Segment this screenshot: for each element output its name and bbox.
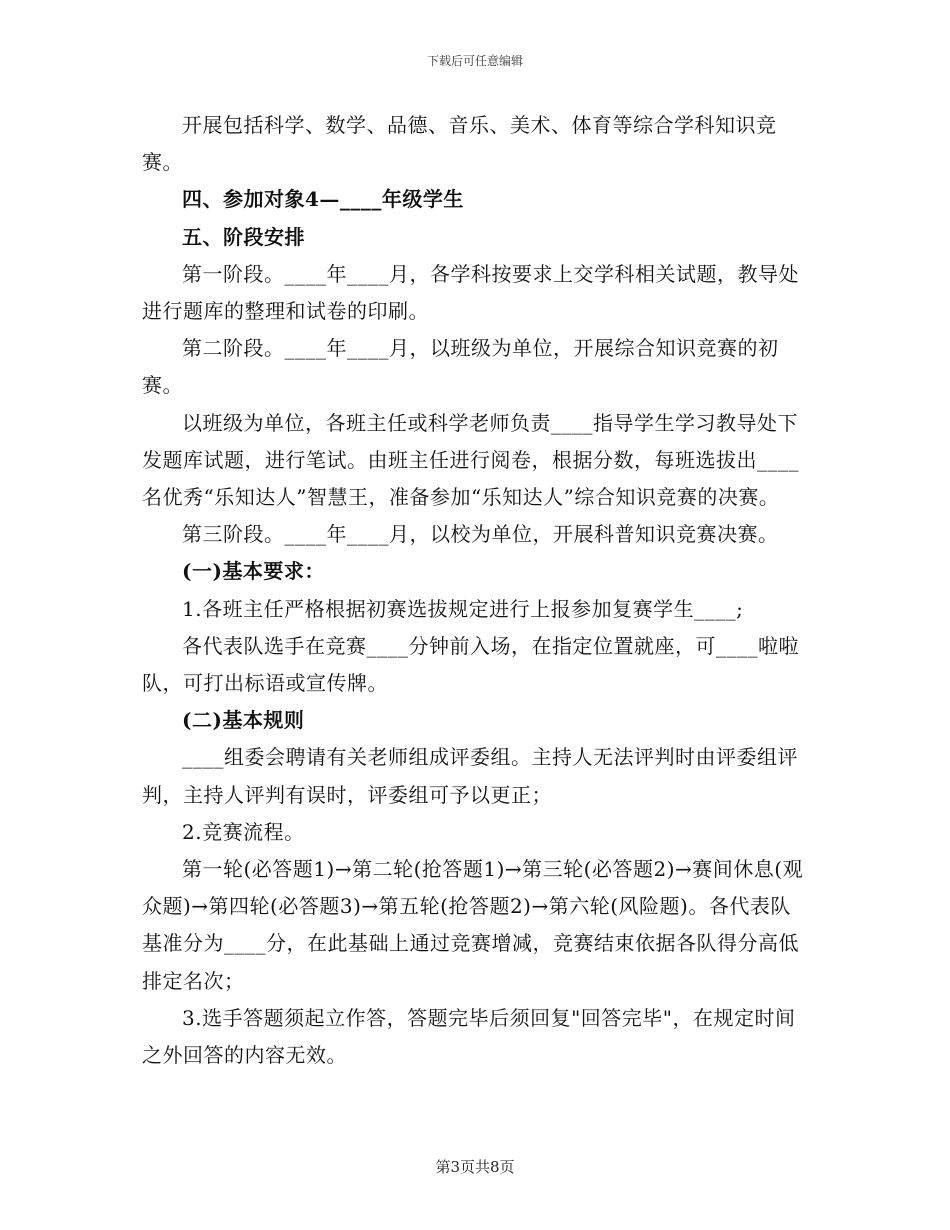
paragraph-requirement-one: 1.各班主任严格根据初赛选拔规定进行上报参加复赛学生____; bbox=[182, 596, 744, 621]
paragraph-stage-one: 第一阶段。____年____月，各学科按要求上交学科相关试题，教导处进行题库的整理和试卷的印刷。 bbox=[142, 261, 799, 324]
paragraph-answer-rule: 3.选手答题须起立作答，答题完毕后须回复"回答完毕"，在规定时间之外回答的内容无效。 bbox=[142, 1005, 796, 1068]
page-footer: 第3页共8页 bbox=[435, 1158, 515, 1176]
document-body bbox=[142, 107, 808, 1074]
paragraph-team-entry: 各代表队选手在竞赛____分钟前入场，在指定位置就座，可____啦啦队，可打出标语或宣传牌。 bbox=[142, 633, 799, 696]
paragraph-class-unit: 以班级为单位，各班主任或科学老师负责____指导学生学习教导处下发题库试题，进行笔试。由班主任进行阅卷，根据分数，每班选拔出____名优秀“乐知达人”智慧王，准备参加“乐知达人”综合知识竞赛的决赛。 bbox=[142, 410, 799, 510]
heading-participants: 四、参加对象4—____年级学生 bbox=[182, 187, 464, 212]
page-header: 下载后可任意编辑 bbox=[426, 54, 523, 68]
heading-basic-requirements: (一)基本要求： bbox=[182, 559, 325, 584]
paragraph-stage-three: 第三阶段。____年____月，以校为单位，开展科普知识竞赛决赛。 bbox=[182, 522, 779, 547]
heading-stages: 五、阶段安排 bbox=[182, 224, 305, 249]
paragraph-stage-two: 第二阶段。____年____月，以班级为单位，开展综合知识竞赛的初赛。 bbox=[142, 336, 779, 398]
paragraph-process-title: 2.竞赛流程。 bbox=[182, 819, 305, 844]
heading-basic-rules: (二)基本规则 bbox=[182, 708, 305, 733]
paragraph-process-rounds: 第一轮(必答题1)→第二轮(抢答题1)→第三轮(必答题2)→赛间休息(观众题)→第四轮(必答题3)→第五轮(抢答题2)→第六轮(风险题)。各代表队基准分为____分，在此基础上通过竞赛增减，竞赛结束依据各队得分高低排定名次； bbox=[142, 857, 804, 993]
paragraph-judges: ____组委会聘请有关老师组成评委组。主持人无法评判时由评委组评判，主持人评判有误时，评委组可予以更正； bbox=[142, 745, 798, 807]
paragraph-intro: 开展包括科学、数学、品德、音乐、美术、体育等综合学科知识竞赛。 bbox=[142, 113, 777, 175]
